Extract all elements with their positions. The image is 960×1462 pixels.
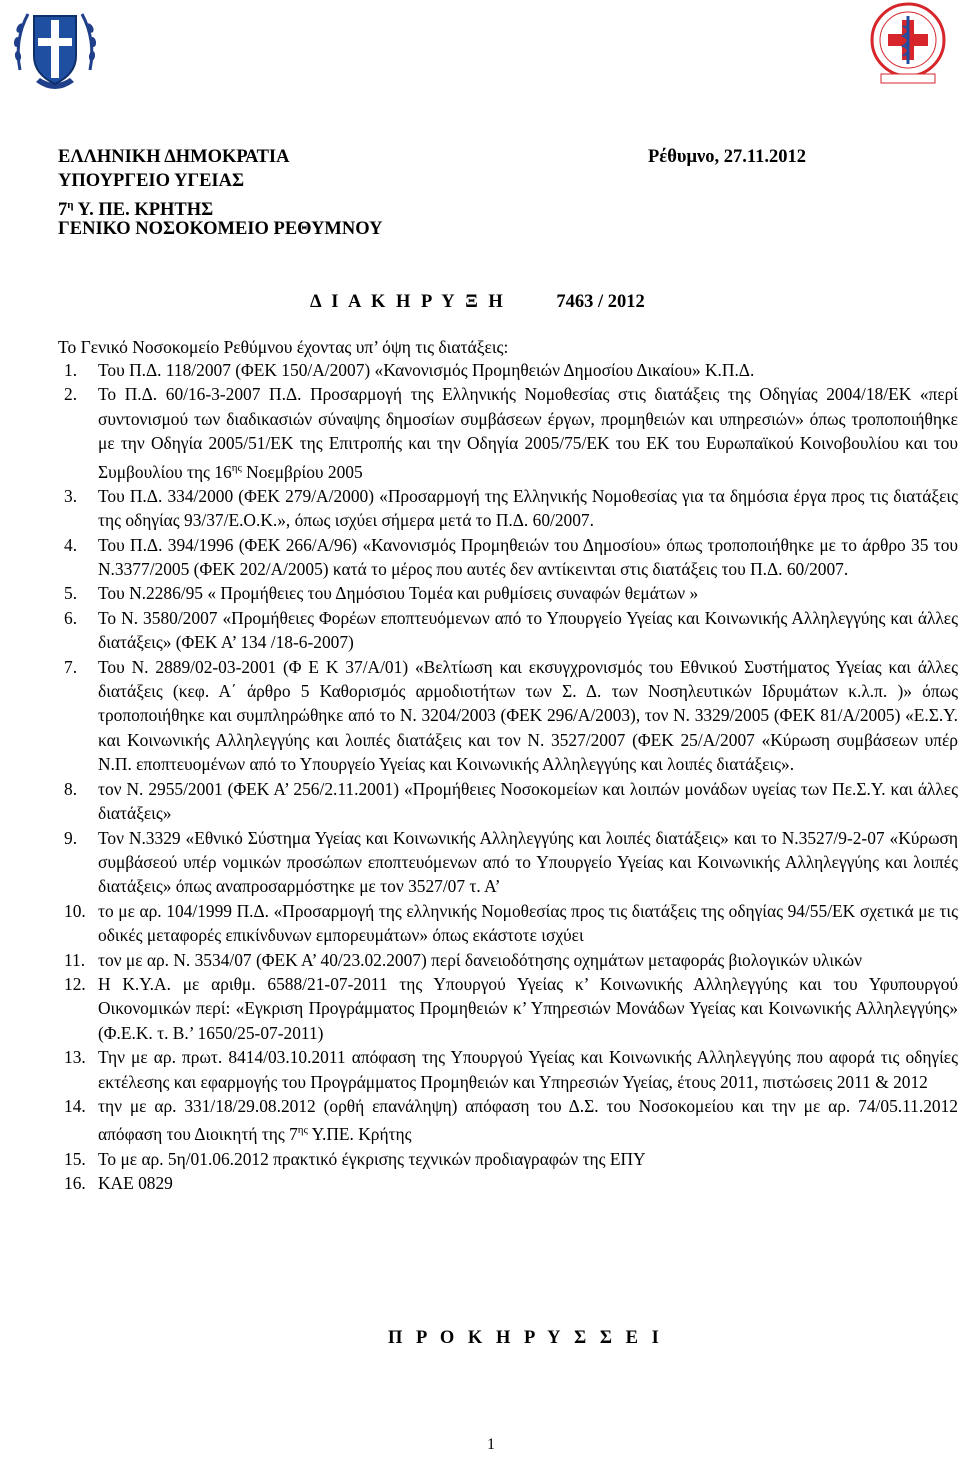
list-item: 8. τον Ν. 2955/2001 (ΦΕΚ Α’ 256/2.11.2001) «Προμήθειες Νοσοκομείων και λοιπών μονάδων υγείας των Πε.Σ.Υ. και άλλες διατάξεις» — [64, 778, 958, 824]
greek-coat-of-arms-icon — [8, 0, 102, 98]
hospital-logo-icon — [867, 0, 949, 88]
legal-basis-list — [58, 358, 958, 1195]
list-item: 1. Του Π.Δ. 118/2007 (ΦΕΚ 150/Α/2007) «Κανονισμός Προμηθειών Δημοσίου Δικαίου» Κ.Π.Δ. — [64, 360, 755, 380]
list-item: 10. το με αρ. 104/1999 Π.Δ. «Προσαρμογή της ελληνικής Νομοθεσίας προς τις διατάξεις της οδηγίας 94/55/ΕΚ σχετικά με τις οδικές μεταφορές επικίνδυνων εμπορευμάτων» όπως εκάστοτε ισχύει — [64, 900, 958, 946]
list-item: 2. Το Π.Δ. 60/16-3-2007 Π.Δ. Προσαρμογή της Ελληνικής Νομοθεσίας στις διατάξεις της Οδηγίας 2004/18/ΕΚ «περί συντονισμού των διαδικασιών σύναψης δημοσίων συμβάσεων έργων, προμηθειών και υπηρεσιών» όπως τροποποιήθηκε με την Οδηγία 2005/51/ΕΚ της Επιτροπής και την Οδηγία 2005/75/ΕΚ του ΕΚ του Ευρωπαϊκού Κοινοβουλίου και του Συμβουλίου της $16^{\eta\varsigma}$ Νοεμβρίου 2005 — [64, 384, 958, 482]
list-item: 6. Το Ν. 3580/2007 «Προμήθειες Φορέων εποπτευόμενων από το Υπουργείο Υγείας και Κοινωνικής Αλληλεγγύης και άλλες διατάξεις» (ΦΕΚ Α’ 134 /18-6-2007) — [64, 607, 958, 653]
page-number: 1 — [487, 1436, 495, 1453]
list-item: 5. Του Ν.2286/95 « Προμήθειες του Δημόσιου Τομέα και ρυθμίσεις συναφών θεμάτων » — [64, 583, 699, 604]
announcement-heading — [310, 290, 645, 314]
list-item: 13. Την με αρ. πρωτ. 8414/03.10.2011 απόφαση της Υπουργού Υγείας και Κοινωνικής Αλληλεγγύης που αφορά τις οδηγίες εκτέλεσης και εφαρμογής του Προγράμματος Προμηθειών και Υπηρεσιών Υγείας, έτους 2011, πιστώσεις 2011 & 2012 — [64, 1047, 958, 1092]
header-ministry: ΥΠΟΥΡΓΕΙΟ ΥΓΕΙΑΣ — [58, 171, 245, 191]
document-date: Ρέθυμνο, 27.11.2012 — [648, 147, 806, 167]
list-item: 11. τον με αρ. Ν. 3534/07 (ΦΕΚ Α’ 40/23.02.2007) περί δανειοδότησης οχημάτων μεταφοράς βιολογικών υλικών — [64, 949, 862, 970]
header-hospital: ΓΕΝΙΚΟ ΝΟΣΟΚΟΜΕΙΟ ΡΕΘΥΜΝΟΥ — [58, 219, 383, 239]
announcement-number: 7463 / 2012 — [556, 292, 645, 312]
list-item: 9. Τον Ν.3329 «Εθνικό Σύστημα Υγείας και Κοινωνικής Αλληλεγγύης και λοιπές διατάξεις» και το Ν.3527/9-2-07 «Κύρωση συμβάσεού υπέρ νομικών προσώπων εποπτευόμενων από το Υπουργείο Υγείας και Κοινωνικής Αλληλεγγύης και λοιπές διατάξεις» όπως αναπροσαρμόστηκε με τον 3527/07 τ. Α’ — [64, 827, 958, 897]
list-item: 3. Του Π.Δ. 334/2000 (ΦΕΚ 279/Α/2000) «Προσαρμογή της Ελληνικής Νομοθεσίας για τα δημόσια έργα προς τις διατάξεις της οδηγίας 93/37/Ε.Ο.Κ.», όπως ισχύει σήμερα μετά το Π.Δ. 60/2007. — [64, 485, 958, 531]
proclamation-heading: Π Ρ Ο Κ Η Ρ Υ Σ Σ Ε Ι — [388, 1328, 664, 1348]
list-item: 15. Το με αρ. 5η/01.06.2012 πρακτικό έγκρισης τεχνικών προδιαγραφών της ΕΠΥ — [64, 1148, 646, 1169]
intro-text: Το Γενικό Νοσοκομείο Ρεθύμνου έχοντας υπ’ όψη τις διατάξεις: — [58, 337, 509, 357]
header-region: $7^\eta$ Υ. ΠΕ. ΚΡΗΤΗΣ — [58, 199, 214, 221]
list-item: 4. Του Π.Δ. 394/1996 (ΦΕΚ 266/Α/96) «Κανονισμός Προμηθειών του Δημοσίου» όπως τροποποιήθηκε με το άρθρο 35 του Ν.3377/2005 (ΦΕΚ 202/Α/2005) κατά το μέρος που αυτές δεν αντίκεινται στις διατάξεις του Π.Δ. 60/2007. — [64, 534, 958, 580]
list-item: 16. ΚΑΕ 0829 — [64, 1173, 173, 1193]
header-country: ΕΛΛΗΝΙΚΗ ΔΗΜΟΚΡΑΤΙΑ — [58, 147, 290, 167]
list-item: 14. την με αρ. 331/18/29.08.2012 (ορθή επανάληψη) απόφαση του Δ.Σ. του Νοσοκομείου και την με αρ. 74/05.11.2012 απόφαση του Διοικητή της $7^{\eta\varsigma}$ Υ.ΠΕ. Κρήτης — [64, 1095, 958, 1145]
announcement-title: Δ Ι Α Κ Η Ρ Υ Ξ Η — [310, 292, 506, 312]
list-item: 12. Η Κ.Υ.Α. με αριθμ. 6588/21-07-2011 της Υπουργού Υγείας κ’ Κοινωνικής Αλληλεγγύης και του Υφυπουργού Οικονομικών περί: «Εγκριση Προγράμματος Προμηθειών κ’ Υπηρεσιών Μονάδων Υγείας και Κοινωνικής Αλληλεγγύης» (Φ.Ε.Κ. τ. Β.’ 1650/25-07-2011) — [64, 973, 958, 1043]
list-item: 7. Του Ν. 2889/02-03-2001 (Φ Ε Κ 37/Α/01) «Βελτίωση και εκσυγχρονισμός του Εθνικού Συστήματος Υγείας και άλλες διατάξεις (κεφ. Α΄ άρθρο 5 Καθορισμός αρμοδιοτήτων των Σ. Δ. των Νοσηλευτικών Ιδρυμάτων κ.λ.π. )» όπως τροποποιήθηκε και συμπληρώθηκε από το Ν. 3204/2003 (ΦΕΚ 296/Α/2003), τον Ν. 3329/2005 (ΦΕΚ 81/Α/2005) «Ε.Σ.Υ. και Κοινωνικής Αλληλεγγύης και λοιπές διατάξεις και τον Ν. 3527/2007 (ΦΕΚ 25/Α/2007 «Κύρωση συμβάσεων υπέρ Ν.Π. εποπτευομένων από το Υπουργείο Υγείας και Κοινωνικής Αλληλεγγύης και λοιπές διατάξεις». — [64, 656, 958, 775]
